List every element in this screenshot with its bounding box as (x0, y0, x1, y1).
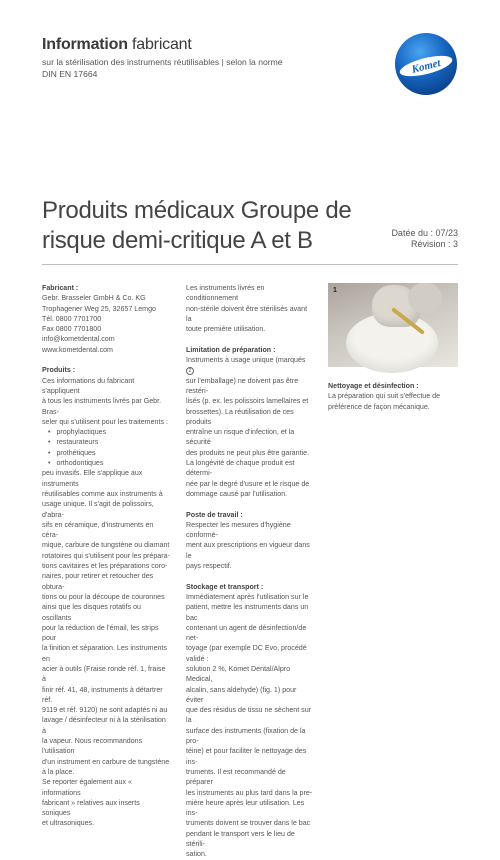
manufacturer-heading: Fabricant : (42, 284, 79, 292)
manufacturer-email[interactable]: info@kometdental.com (42, 335, 115, 344)
cleaning-line: La préparation qui suit s'effectue de (328, 392, 441, 401)
komet-logo (394, 32, 458, 96)
figure-number: 1 (333, 287, 337, 294)
limitation-line: La longévité de chaque produit est détermi- (186, 459, 295, 478)
poste-heading: Poste de travail : (186, 510, 243, 519)
products-text-line: acier à outils (Fraise ronde réf. 1, fraise à (42, 664, 166, 684)
stockage-line: patient, mettre les instruments dans un bac (186, 603, 309, 622)
products-text-line: finir réf. 41, 48, instruments à détartrer réf. (42, 685, 163, 704)
stockage-line: téine) et pour faciliter le nettoyage des ins- (186, 747, 307, 766)
products-heading: Produits : (42, 366, 76, 375)
spacer (186, 334, 314, 344)
list-item: • prothétiques (48, 448, 170, 458)
products-text-line: ainsi que les disques rotatifs ou oscillants (42, 603, 141, 622)
intro-line: non-stérile doivent être stérilisés avant la (186, 304, 308, 323)
limitation-line: née par le degré d'usure et le risque de (186, 479, 310, 488)
page-title-line: risque demi-critique A et B (42, 227, 313, 254)
document-revision: Révision : 3 (410, 239, 458, 249)
stockage-heading: Stockage et transport : (186, 582, 264, 591)
products-intro-line: Ces informations du fabricant s'appliquent (42, 376, 135, 395)
limitation-line: entraîne un risque d'infection, et la sécurité (186, 428, 295, 447)
stockage-line: les instruments au plus tard dans la pre- (186, 788, 313, 797)
products-list (42, 427, 170, 468)
limitation-prefix: Instruments à usage unique (marqués (186, 356, 306, 365)
manufacturer-website[interactable]: www.kometdental.com (42, 345, 113, 354)
products-text-line: d'un instrument en carbure de tungstène (42, 757, 170, 766)
stockage-line: sation. (186, 850, 207, 859)
cleaning-heading: Nettoyage et désinfection : (328, 382, 419, 390)
list-item: • restaurateurs (48, 437, 170, 447)
products-text-line: lavage / désinfecteur ni à la stérilisation à (42, 716, 166, 735)
intro-line: Les instruments livrés en conditionnement (186, 284, 265, 303)
header-title-rest: fabricant (127, 36, 192, 53)
figure-disinfection-bath (328, 283, 458, 367)
poste-line: Respecter les mesures d'hygiène conformé- (186, 520, 291, 540)
poste-line: pays respectif. (186, 562, 232, 571)
column-right (328, 283, 458, 412)
page-title (42, 196, 382, 256)
list-item: • prophylactiques (48, 427, 170, 437)
column-middle (186, 283, 314, 860)
products-intro-line: seler qui s'utilisent pour les traitements : (42, 417, 168, 426)
products-text-line: mique, carbure de tungstène ou diamant (42, 541, 170, 550)
limitation-line (186, 355, 314, 376)
page-title-line: Produits médicaux Groupe de (42, 197, 352, 224)
column-left (42, 283, 170, 829)
limitation-line: dommage causé par l'utilisation. (186, 489, 288, 498)
products-text-line: usage unique. Il s'agit de polissoirs, d'abra- (42, 500, 154, 519)
products-text-line: tions ou pour la découpe de couronnes (42, 592, 165, 601)
stockage-line: solution 2 %, Komet Dental/Alpro Medical, (186, 664, 291, 684)
logo-text: Komet (410, 57, 442, 76)
document-header-subtitle (42, 56, 342, 80)
spacer (42, 355, 170, 365)
limitation-line: brossettes). La réutilisation de ces produits (186, 407, 294, 426)
manufacturer-line: Tél. 0800 7701700 (42, 314, 102, 323)
limitation-heading: Limitation de préparation : (186, 345, 276, 354)
stockage-line: surface des instruments (fixation de la pro- (186, 726, 306, 746)
products-text-line: rotatoires qui s'utilisent pour les prépara- (42, 551, 170, 560)
header-subtitle-line: DIN EN 17664 (42, 69, 98, 79)
document-header-title (42, 36, 192, 54)
products-text-line: tions cavitaires et les préparations coro- (42, 562, 168, 571)
products-text-line: à la place. (42, 767, 75, 776)
cleaning-line: préférence de façon mécanique. (328, 402, 430, 411)
limitation-line: lisés (p. ex. les polissoirs lamellaires et (186, 397, 309, 406)
products-text-line: réutilisables comme aux instruments à (42, 489, 163, 498)
document-meta (376, 228, 458, 250)
spacer (186, 499, 314, 509)
list-item: • orthodontiques (48, 458, 170, 468)
manufacturer-line: Trophagener Weg 25, 32657 Lemgo (42, 304, 156, 313)
products-text-line: 9119 et réf. 9120) ne sont adaptés ni au (42, 706, 168, 715)
stockage-line: truments doivent se trouver dans le bac (186, 819, 311, 828)
stockage-line: pendant le transport vers le lieu de stérili- (186, 829, 295, 849)
products-text-line: sifs en céramique, d'instruments en céra- (42, 520, 154, 540)
single-use-symbol-icon: 2 (186, 367, 194, 375)
manufacturer-line: Fax 0800 7701800 (42, 325, 102, 334)
limitation-line: des produits ne peut plus être garantie. (186, 448, 310, 457)
products-text-line: fabricant » relatives aux inserts soniques (42, 798, 140, 818)
stockage-line: mière heure après leur utilisation. Les ins- (186, 798, 305, 818)
figure-gloved-hand (408, 283, 442, 313)
poste-line: ment aux prescriptions en vigueur dans le (186, 541, 310, 560)
stockage-line: contenant un agent de désinfection/de net- (186, 623, 307, 643)
stockage-line: alcalin, sans aldehyde) (fig. 1) pour éviter (186, 685, 297, 704)
stockage-line: que des résidus de tissu ne sèchent sur la (186, 706, 312, 725)
products-intro-line: à tous les instruments livrés par Gebr. Bras- (42, 397, 162, 416)
limitation-line: sur l'emballage) ne doivent pas être restéri- (186, 376, 299, 395)
products-text-line: la finition et séparation. Les instruments en (42, 644, 167, 663)
stockage-line: toyage (par exemple DC Evo, procédé validé : (186, 644, 307, 663)
spacer (186, 571, 314, 581)
manufacturer-line: Gebr. Brasseler GmbH & Co. KG (42, 294, 146, 303)
products-text-line: naires, pour retirer et retoucher des obtura- (42, 572, 154, 591)
stockage-line: Immédiatement après l'utilisation sur le (186, 592, 309, 601)
products-text-line: la vapeur. Nous recommandons l'utilisation (42, 737, 143, 756)
section-divider (42, 264, 458, 265)
document-date: Datée du : 07/23 (391, 228, 458, 238)
intro-line: toute première utilisation. (186, 325, 266, 334)
stockage-line: truments. Il est recommandé de préparer (186, 767, 286, 787)
products-text-line: peu invasifs. Elle s'applique aux instruments (42, 469, 143, 488)
header-subtitle-line: sur la stérilisation des instruments réutilisables | selon la norme (42, 57, 283, 67)
products-text-line: Se reporter également aux « informations (42, 778, 132, 797)
products-text-line: et ultrasoniques. (42, 819, 95, 828)
header-title-bold: Information (42, 36, 128, 53)
products-text-line: pour la réduction de l'émail, les strips pour (42, 623, 159, 643)
